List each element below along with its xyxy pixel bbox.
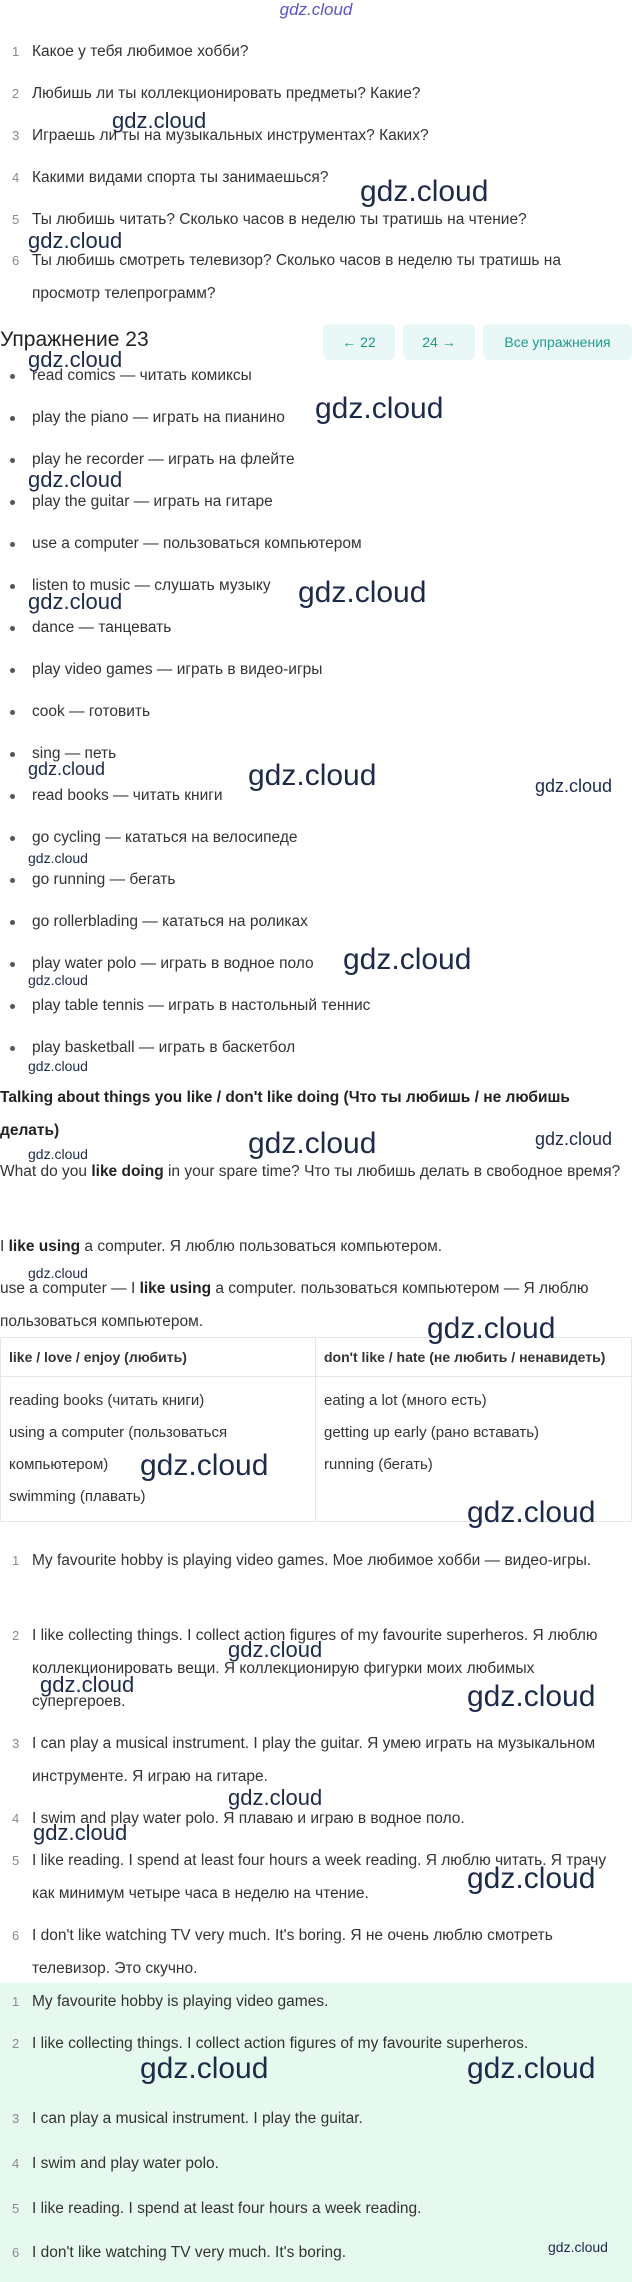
watermark: gdz.cloud	[33, 1820, 128, 1845]
bullet-icon	[10, 584, 15, 589]
arrow-left-icon: ←	[342, 334, 357, 350]
item-text: I like reading. I spend at least four hours a week reading. Я люблю читать. Я трачу как минимум четыре часа в неделю на чтение.	[32, 1852, 607, 1902]
item-number: 6	[12, 1928, 20, 1943]
item-text: go cycling — кататься на велосипеде	[32, 829, 298, 846]
item-number: 5	[12, 2201, 20, 2216]
item-number: 5	[12, 212, 20, 227]
cell-line: eating a lot (много есть)	[324, 1392, 487, 1409]
bullet-icon	[10, 626, 15, 631]
cell-line: reading books (читать книги)	[9, 1392, 205, 1409]
text-run: use a computer — I	[0, 1280, 140, 1297]
item-text: Любишь ли ты коллекционировать предметы? Какие?	[32, 85, 421, 102]
item-text: read comics — читать комиксы	[32, 367, 252, 384]
next-exercise-button[interactable]	[403, 324, 475, 360]
watermark: gdz.cloud	[343, 943, 472, 976]
item-text: use a computer — пользоваться компьютером	[32, 535, 362, 552]
text-run: a computer. пользоваться компьютером — Я люблю пользоваться компьютером.	[0, 1280, 589, 1330]
bullet-icon	[10, 794, 15, 799]
bullet-icon	[10, 458, 15, 463]
watermark: gdz.cloud	[28, 1265, 88, 1281]
item-text: play table tennis — играть в настольный теннис	[32, 997, 371, 1014]
watermark: gdz.cloud	[28, 347, 123, 372]
list-item	[0, 77, 632, 110]
bullet-icon	[10, 416, 15, 421]
watermark: gdz.cloud	[548, 2239, 608, 2255]
text-run: What do you	[0, 1163, 92, 1180]
watermark: gdz.cloud	[28, 972, 88, 988]
watermark: gdz.cloud	[248, 1127, 377, 1160]
list-item	[0, 2102, 632, 2135]
cell-line: getting up early (рано вставать)	[324, 1424, 540, 1441]
item-text: I can play a musical instrument. I play the guitar. Я умею играть на музыкальном инструменте. Я играю на гитаре.	[32, 1735, 596, 1785]
list-item	[0, 529, 632, 559]
watermark: gdz.cloud	[427, 1312, 556, 1345]
item-text: dance — танцевать	[32, 619, 172, 636]
watermark: gdz.cloud	[28, 850, 88, 866]
list-item	[0, 2192, 632, 2225]
item-number: 4	[12, 170, 20, 185]
bold-text: like using	[8, 1238, 81, 1255]
item-number: 2	[12, 86, 20, 101]
bold-text: like doing	[91, 1163, 164, 1180]
list-item	[0, 949, 632, 979]
item-text: Играешь ли ты на музыкальных инструментах? Каких?	[32, 127, 429, 144]
list-item	[0, 161, 632, 194]
prev-exercise-button[interactable]	[323, 324, 395, 360]
watermark: gdz.cloud	[467, 2052, 596, 2085]
item-number: 3	[12, 128, 20, 143]
item-text: play basketball — играть в баскетбол	[32, 1039, 296, 1056]
item-text: I don't like watching TV very much. It's boring.	[32, 2244, 347, 2261]
list-item	[0, 1727, 632, 1793]
watermark: gdz.cloud	[535, 1129, 613, 1149]
item-text: I swim and play water polo.	[32, 2155, 219, 2172]
watermark: gdz.cloud	[298, 576, 427, 609]
item-number: 3	[12, 1736, 20, 1751]
item-text: I swim and play water polo. Я плаваю и играю в водное поло.	[32, 1810, 465, 1827]
item-text: Ты любишь читать? Сколько часов в неделю ты тратишь на чтение?	[32, 211, 527, 228]
bullet-icon	[10, 962, 15, 967]
list-item	[0, 119, 632, 152]
watermark: gdz.cloud	[28, 1058, 88, 1074]
item-text: read books — читать книги	[32, 787, 223, 804]
watermark: gdz.cloud	[535, 776, 613, 796]
item-text: listen to music — слушать музыку	[32, 577, 271, 594]
item-text: Какими видами спорта ты занимаешься?	[32, 169, 329, 186]
prev-exercise-label: 22	[360, 334, 376, 350]
item-text: cook — готовить	[32, 703, 151, 720]
list-item	[0, 2236, 632, 2269]
item-text: play video games — играть в видео-игры	[32, 661, 323, 678]
list-item	[0, 991, 632, 1021]
cell-line: running (бегать)	[324, 1456, 433, 1473]
watermark: gdz.cloud	[467, 1680, 596, 1713]
bullet-icon	[10, 710, 15, 715]
bullet-icon	[10, 542, 15, 547]
cell-line: using a computer (пользоваться компьютером)	[9, 1424, 228, 1473]
bullet-icon	[10, 1004, 15, 1009]
bold-text: like using	[139, 1280, 212, 1297]
list-item	[0, 2147, 632, 2180]
text-run: a computer. Я люблю пользоваться компьютером.	[80, 1238, 443, 1255]
list-item	[0, 823, 632, 853]
watermark: gdz.cloud	[28, 467, 123, 492]
watermark: gdz.cloud	[28, 589, 123, 614]
watermark: gdz.cloud	[28, 1146, 88, 1162]
watermark: gdz.cloud	[40, 1672, 135, 1697]
table-header: like / love / enjoy (любить)	[1, 1338, 316, 1377]
arrow-right-icon: →	[441, 334, 456, 350]
watermark: gdz.cloud	[467, 1862, 596, 1895]
bullet-icon	[10, 878, 15, 883]
item-number: 1	[12, 1994, 20, 2009]
watermark: gdz.cloud	[315, 392, 444, 425]
item-number: 1	[12, 1553, 20, 1568]
item-text: play he recorder — играть на флейте	[32, 451, 295, 468]
text-run: I	[0, 1238, 9, 1255]
watermark: gdz.cloud	[467, 1496, 596, 1529]
item-text: go running — бегать	[32, 871, 176, 888]
item-text: My favourite hobby is playing video games.	[32, 1993, 329, 2010]
item-text: I like reading. I spend at least four hours a week reading.	[32, 2200, 422, 2217]
cell-line: swimming (плавать)	[9, 1488, 146, 1505]
list-item	[0, 697, 632, 727]
item-text: I like collecting things. I collect action figures of my favourite superheros. Я люблю коллекционировать вещи. Я коллекционирую фигурки моих любимых супергероев.	[32, 1627, 598, 1710]
bullet-icon	[10, 836, 15, 841]
text-run: in your spare time? Что ты любишь делать в свободное время?	[163, 1163, 621, 1180]
item-text: I don't like watching TV very much. It's boring. Я не очень люблю смотреть телевизор. Это скучно.	[32, 1927, 553, 1977]
item-number: 4	[12, 1811, 20, 1826]
list-item	[0, 1544, 632, 1610]
item-number: 3	[12, 2111, 20, 2126]
item-number: 1	[12, 44, 20, 59]
item-number: 2	[12, 2036, 20, 2051]
paragraph	[0, 1230, 625, 1263]
like-dislike-table	[0, 1337, 632, 1522]
item-text: play water polo — играть в водное поло	[32, 955, 314, 972]
all-exercises-button[interactable]: Все упражнения	[483, 324, 632, 360]
item-text: sing — петь	[32, 745, 117, 762]
section-heading: Talking about things you like / don't like doing (Что ты любишь / не любишь делать)	[0, 1089, 570, 1139]
bullet-icon	[10, 668, 15, 673]
bullet-icon	[10, 752, 15, 757]
list-item	[0, 1033, 632, 1063]
item-number: 5	[12, 1853, 20, 1868]
list-item	[0, 655, 632, 685]
list-item	[0, 1919, 632, 1985]
bullet-icon	[10, 920, 15, 925]
list-item	[0, 35, 632, 68]
list-item	[0, 613, 632, 643]
list-item	[0, 907, 632, 937]
item-text: play the piano — играть на пианино	[32, 409, 285, 426]
watermark: gdz.cloud	[140, 2052, 269, 2085]
item-text: Какое у тебя любимое хобби?	[32, 43, 249, 60]
watermark: gdz.cloud	[28, 759, 106, 779]
answer-highlight-block	[0, 1983, 632, 2282]
item-number: 2	[12, 1628, 20, 1643]
item-number: 6	[12, 2245, 20, 2260]
watermark: gdz.cloud	[140, 1449, 269, 1482]
list-item	[0, 1985, 632, 2018]
exercise-title: Упражнение 23	[0, 328, 149, 351]
bullet-icon	[10, 374, 15, 379]
next-exercise-label: 24	[422, 334, 438, 350]
item-number: 4	[12, 2156, 20, 2171]
watermark: gdz.cloud	[248, 759, 377, 792]
table-header: don't like / hate (не любить / ненавидеть)	[316, 1338, 632, 1377]
watermark: gdz.cloud	[228, 1785, 323, 1810]
watermark: gdz.cloud	[112, 108, 207, 133]
item-text: I can play a musical instrument. I play the guitar.	[32, 2110, 363, 2127]
item-text: My favourite hobby is playing video games. Мое любимое хобби — видео-игры.	[32, 1552, 592, 1569]
item-text: Ты любишь смотреть телевизор? Сколько часов в неделю ты тратишь на просмотр телепрограмм?	[32, 252, 561, 302]
site-logo[interactable]: gdz.cloud	[279, 0, 353, 19]
item-text: go rollerblading — кататься на роликах	[32, 913, 308, 930]
item-number: 6	[12, 253, 20, 268]
watermark: gdz.cloud	[28, 228, 123, 253]
item-text: play the guitar — играть на гитаре	[32, 493, 273, 510]
list-item	[0, 865, 632, 895]
watermark: gdz.cloud	[228, 1637, 323, 1662]
bullet-icon	[10, 500, 15, 505]
item-text: I like collecting things. I collect action figures of my favourite superheros.	[32, 2035, 529, 2052]
watermark: gdz.cloud	[360, 175, 489, 208]
bullet-icon	[10, 1046, 15, 1051]
